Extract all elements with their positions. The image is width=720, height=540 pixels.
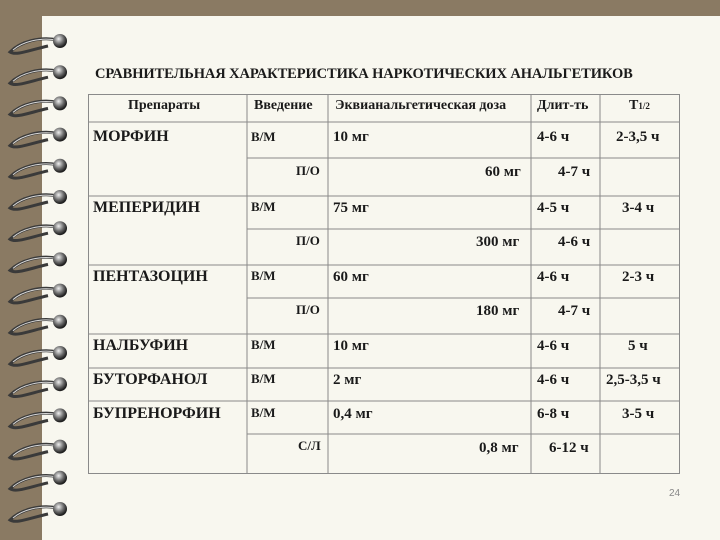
spiral-wire [10, 101, 58, 116]
spiral-ring [53, 96, 67, 110]
spiral-ring [53, 502, 67, 516]
half-life-cell: 2,5-3,5 ч [606, 372, 661, 388]
spiral-wire [10, 257, 58, 272]
header-route: Введение [254, 98, 313, 113]
route-cell: П/О [296, 163, 320, 178]
route-cell: В/М [251, 268, 276, 283]
spiral-wire [10, 288, 58, 303]
duration-cell: 4-6 ч [558, 234, 591, 250]
spiral-ring [53, 65, 67, 79]
spiral-ring [53, 440, 67, 454]
spiral-wire [10, 413, 58, 428]
duration-cell: 4-6 ч [537, 269, 570, 285]
route-cell: П/О [296, 302, 320, 317]
spiral-wire [10, 351, 58, 366]
duration-cell: 4-6 ч [537, 129, 570, 145]
duration-cell: 4-5 ч [537, 200, 570, 216]
route-cell: В/М [251, 337, 276, 352]
drug-name: НАЛБУФИН [93, 337, 189, 354]
dose-cell: 0,8 мг [479, 440, 519, 456]
duration-cell: 4-6 ч [537, 338, 570, 354]
spiral-ring [53, 377, 67, 391]
drug-name: МЕПЕРИДИН [93, 199, 201, 216]
route-cell: В/М [251, 129, 276, 144]
spiral-ring [53, 128, 67, 142]
duration-cell: 4-7 ч [558, 164, 591, 180]
spiral-wire [10, 476, 58, 491]
spiral-wire [10, 164, 58, 179]
spiral-wire [10, 444, 58, 459]
route-cell: В/М [251, 405, 276, 420]
page-number: 24 [669, 488, 681, 499]
header-half-life-sub: 1/2 [638, 101, 650, 111]
spiral-ring [53, 284, 67, 298]
drug-name: БУТОРФАНОЛ [93, 371, 208, 388]
spiral-ring [53, 408, 67, 422]
half-life-cell: 2-3 ч [622, 269, 655, 285]
route-cell: П/О [296, 233, 320, 248]
half-life-cell: 3-5 ч [622, 406, 655, 422]
spiral-wire [10, 132, 58, 147]
route-cell: В/М [251, 371, 276, 386]
duration-cell: 6-8 ч [537, 406, 570, 422]
header-half-life-main: T [629, 98, 639, 113]
route-cell: С/Л [298, 438, 321, 453]
dose-cell: 75 мг [333, 200, 369, 216]
header-dose: Эквианальгетическая доза [335, 98, 507, 113]
half-life-cell: 5 ч [628, 338, 648, 354]
dose-cell: 60 мг [333, 269, 369, 285]
header-duration: Длит-ть [537, 98, 589, 113]
spiral-wire [10, 320, 58, 335]
duration-cell: 4-6 ч [537, 372, 570, 388]
drug-name: БУПРЕНОРФИН [93, 405, 221, 422]
dose-cell: 60 мг [485, 164, 521, 180]
spiral-wire [10, 382, 58, 397]
drug-name: ПЕНТАЗОЦИН [93, 268, 208, 285]
spiral-wire [10, 39, 58, 54]
route-cell: В/М [251, 199, 276, 214]
drug-name: МОРФИН [93, 128, 169, 145]
dose-cell: 300 мг [476, 234, 520, 250]
spiral-ring [53, 252, 67, 266]
header-drugs: Препараты [128, 98, 201, 113]
dose-cell: 10 мг [333, 338, 369, 354]
spiral-ring [53, 346, 67, 360]
spiral-ring [53, 221, 67, 235]
duration-cell: 4-7 ч [558, 303, 591, 319]
dose-cell: 180 мг [476, 303, 520, 319]
header-half-life [629, 98, 650, 114]
duration-cell: 6-12 ч [549, 440, 589, 456]
dose-cell: 2 мг [333, 372, 362, 388]
spiral-ring [53, 159, 67, 173]
half-life-cell: 2-3,5 ч [616, 129, 660, 145]
dose-cell: 0,4 мг [333, 406, 373, 422]
spiral-ring [53, 34, 67, 48]
spiral-wire [10, 195, 58, 210]
spiral-binding [0, 0, 80, 540]
spiral-wire [10, 70, 58, 85]
spiral-ring [53, 315, 67, 329]
spiral-wire [10, 226, 58, 241]
spiral-ring [53, 471, 67, 485]
dose-cell: 10 мг [333, 129, 369, 145]
slide-title: СРАВНИТЕЛЬНАЯ ХАРАКТЕРИСТИКА НАРКОТИЧЕСКИХ АНАЛЬГЕТИКОВ [95, 66, 633, 82]
half-life-cell: 3-4 ч [622, 200, 655, 216]
spiral-ring [53, 190, 67, 204]
spiral-wire [10, 507, 58, 522]
